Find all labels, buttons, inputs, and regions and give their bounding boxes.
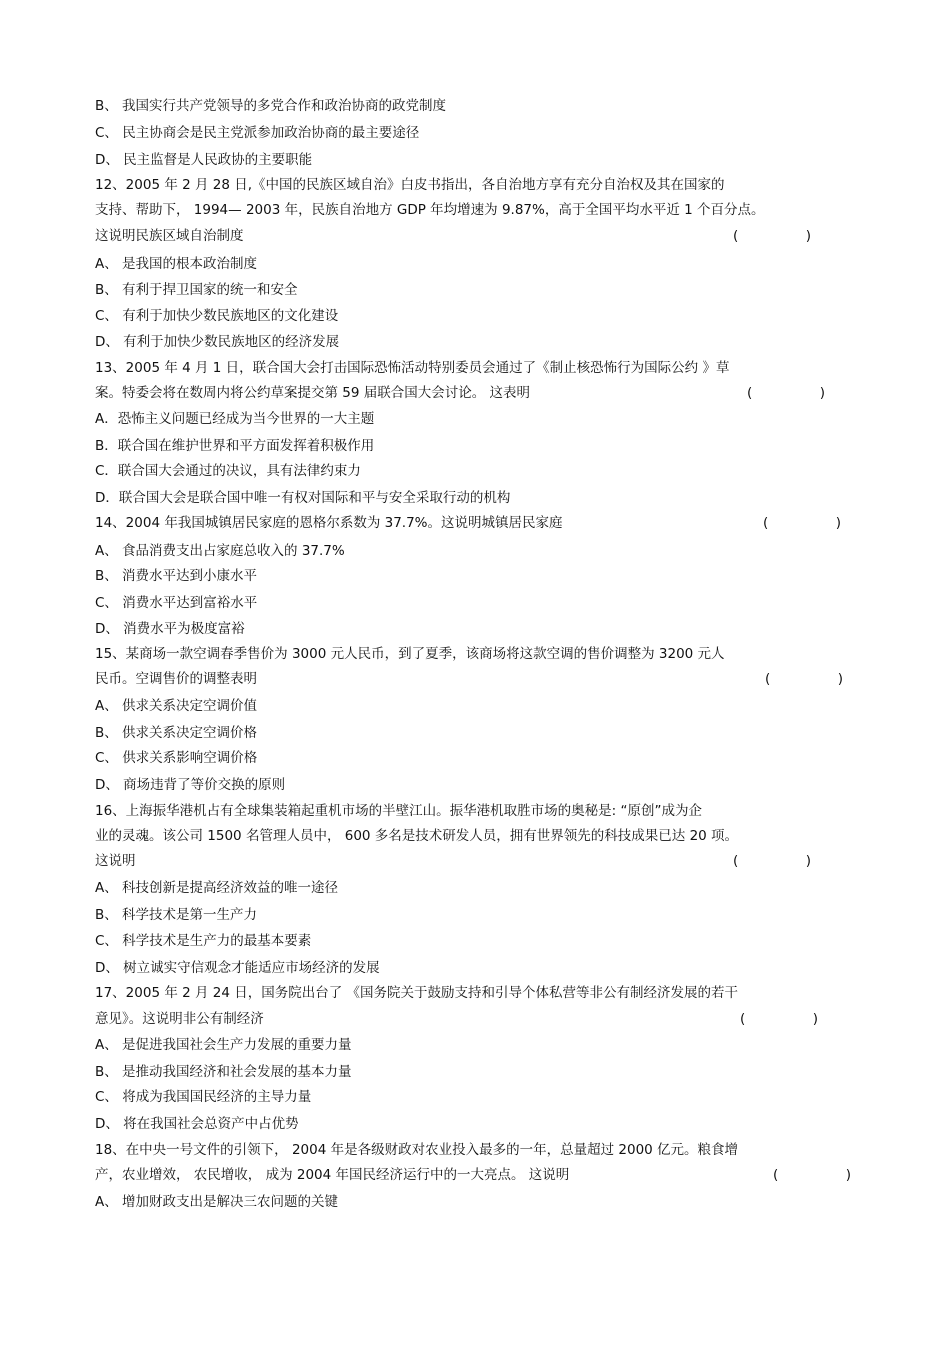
q11-option-b: B、 我国实行共产党领导的多党合作和政治协商的政党制度 (95, 98, 447, 114)
q16-stem-line-2: 业的灵魂。该公司 1500 名管理人员中， 600 多名是技术研发人员，拥有世界领先的科技成果已达 20 项。 (95, 828, 739, 844)
q12-stem-line-2: 支持、帮助下， 1994— 2003 年，民族自治地方 GDP 年均增速为 9.87%，高于全国平均水平近 1 个百分点。 (95, 202, 765, 218)
q16-answer-blank: ( ) (733, 853, 812, 869)
q13-answer-blank: ( ) (747, 385, 826, 401)
q12-stem-line-3: 这说明民族区域自治制度 (95, 228, 244, 244)
q12-option-a: A、 是我国的根本政治制度 (95, 256, 258, 272)
q17-option-c: C、 将成为我国国民经济的主导力量 (95, 1089, 312, 1105)
q12-stem-line-1: 12、2005 年 2 月 28 日,《中国的民族区域自治》白皮书指出，各自治地方享有充分自治权及其在国家的 (95, 177, 725, 193)
q17-stem-line-2: 意见》。这说明非公有制经济 (95, 1011, 264, 1027)
q17-option-b: B、 是推动我国经济和社会发展的基本力量 (95, 1064, 352, 1080)
q18-stem-line-2: 产，农业增效， 农民增收， 成为 2004 年国民经济运行中的一大亮点。 这说明 (95, 1167, 570, 1183)
q15-option-a: A、 供求关系决定空调价值 (95, 698, 258, 714)
q17-option-a: A、 是促进我国社会生产力发展的重要力量 (95, 1037, 352, 1053)
q15-stem-line-1: 15、某商场一款空调春季售价为 3000 元人民币，到了夏季，该商场将这款空调的售价调整为 3200 元人 (95, 646, 725, 662)
q13-option-c: C．联合国大会通过的决议，具有法律约束力 (95, 463, 361, 479)
q18-option-a: A、 增加财政支出是解决三农问题的关键 (95, 1194, 339, 1210)
q14-stem: 14、2004 年我国城镇居民家庭的恩格尔系数为 37.7%。这说明城镇居民家庭 (95, 515, 563, 531)
q14-option-a: A、 食品消费支出占家庭总收入的 37.7% (95, 543, 345, 559)
q14-option-b: B、 消费水平达到小康水平 (95, 568, 258, 584)
q18-stem-line-1: 18、在中央一号文件的引领下， 2004 年是各级财政对农业投入最多的一年，总量超过 2000 亿元。粮食增 (95, 1142, 739, 1158)
q13-stem-line-2: 案。特委会将在数周内将公约草案提交第 59 届联合国大会讨论。 这表明 (95, 385, 531, 401)
q16-option-a: A、 科技创新是提高经济效益的唯一途径 (95, 880, 339, 896)
q14-option-c: C、 消费水平达到富裕水平 (95, 595, 258, 611)
q17-option-d: D、 将在我国社会总资产中占优势 (95, 1116, 299, 1132)
q16-stem-line-1: 16、上海振华港机占有全球集装箱起重机市场的半壁江山。振华港机取胜市场的奥秘是: “原创”成为企 (95, 803, 703, 819)
q13-option-a: A．恐怖主义问题已经成为当今世界的一大主题 (95, 411, 375, 427)
q12-option-b: B、 有利于捍卫国家的统一和安全 (95, 282, 298, 298)
q15-option-c: C、 供求关系影响空调价格 (95, 750, 258, 766)
q14-answer-blank: ( ) (763, 515, 842, 531)
q14-option-d: D、 消费水平为极度富裕 (95, 621, 245, 637)
q15-option-d: D、 商场违背了等价交换的原则 (95, 777, 286, 793)
q16-option-c: C、 科学技术是生产力的最基本要素 (95, 933, 312, 949)
q11-option-d: D、 民主监督是人民政协的主要职能 (95, 152, 313, 168)
q13-option-b: B．联合国在维护世界和平方面发挥着积极作用 (95, 438, 375, 454)
q13-option-d: D．联合国大会是联合国中唯一有权对国际和平与安全采取行动的机构 (95, 490, 511, 506)
q15-option-b: B、 供求关系决定空调价格 (95, 725, 258, 741)
q13-stem-line-1: 13、2005 年 4 月 1 日，联合国大会打击国际恐怖活动特别委员会通过了《制止核恐怖行为国际公约 》草 (95, 360, 730, 376)
q16-stem-line-3: 这说明 (95, 853, 136, 869)
q12-option-c: C、 有利于加快少数民族地区的文化建设 (95, 308, 339, 324)
q12-answer-blank: ( ) (733, 228, 812, 244)
q16-option-b: B、 科学技术是第一生产力 (95, 907, 258, 923)
q16-option-d: D、 树立诚实守信观念才能适应市场经济的发展 (95, 960, 380, 976)
q11-option-c: C、 民主协商会是民主党派参加政治协商的最主要途径 (95, 125, 420, 141)
q17-stem-line-1: 17、2005 年 2 月 24 日，国务院出台了 《国务院关于鼓励支持和引导个体私营等非公有制经济发展的若干 (95, 985, 739, 1001)
q15-stem-line-2: 民币。空调售价的调整表明 (95, 671, 257, 687)
q12-option-d: D、 有利于加快少数民族地区的经济发展 (95, 334, 340, 350)
q15-answer-blank: ( ) (765, 671, 844, 687)
q18-answer-blank: ( ) (773, 1167, 852, 1183)
q17-answer-blank: ( ) (740, 1011, 819, 1027)
